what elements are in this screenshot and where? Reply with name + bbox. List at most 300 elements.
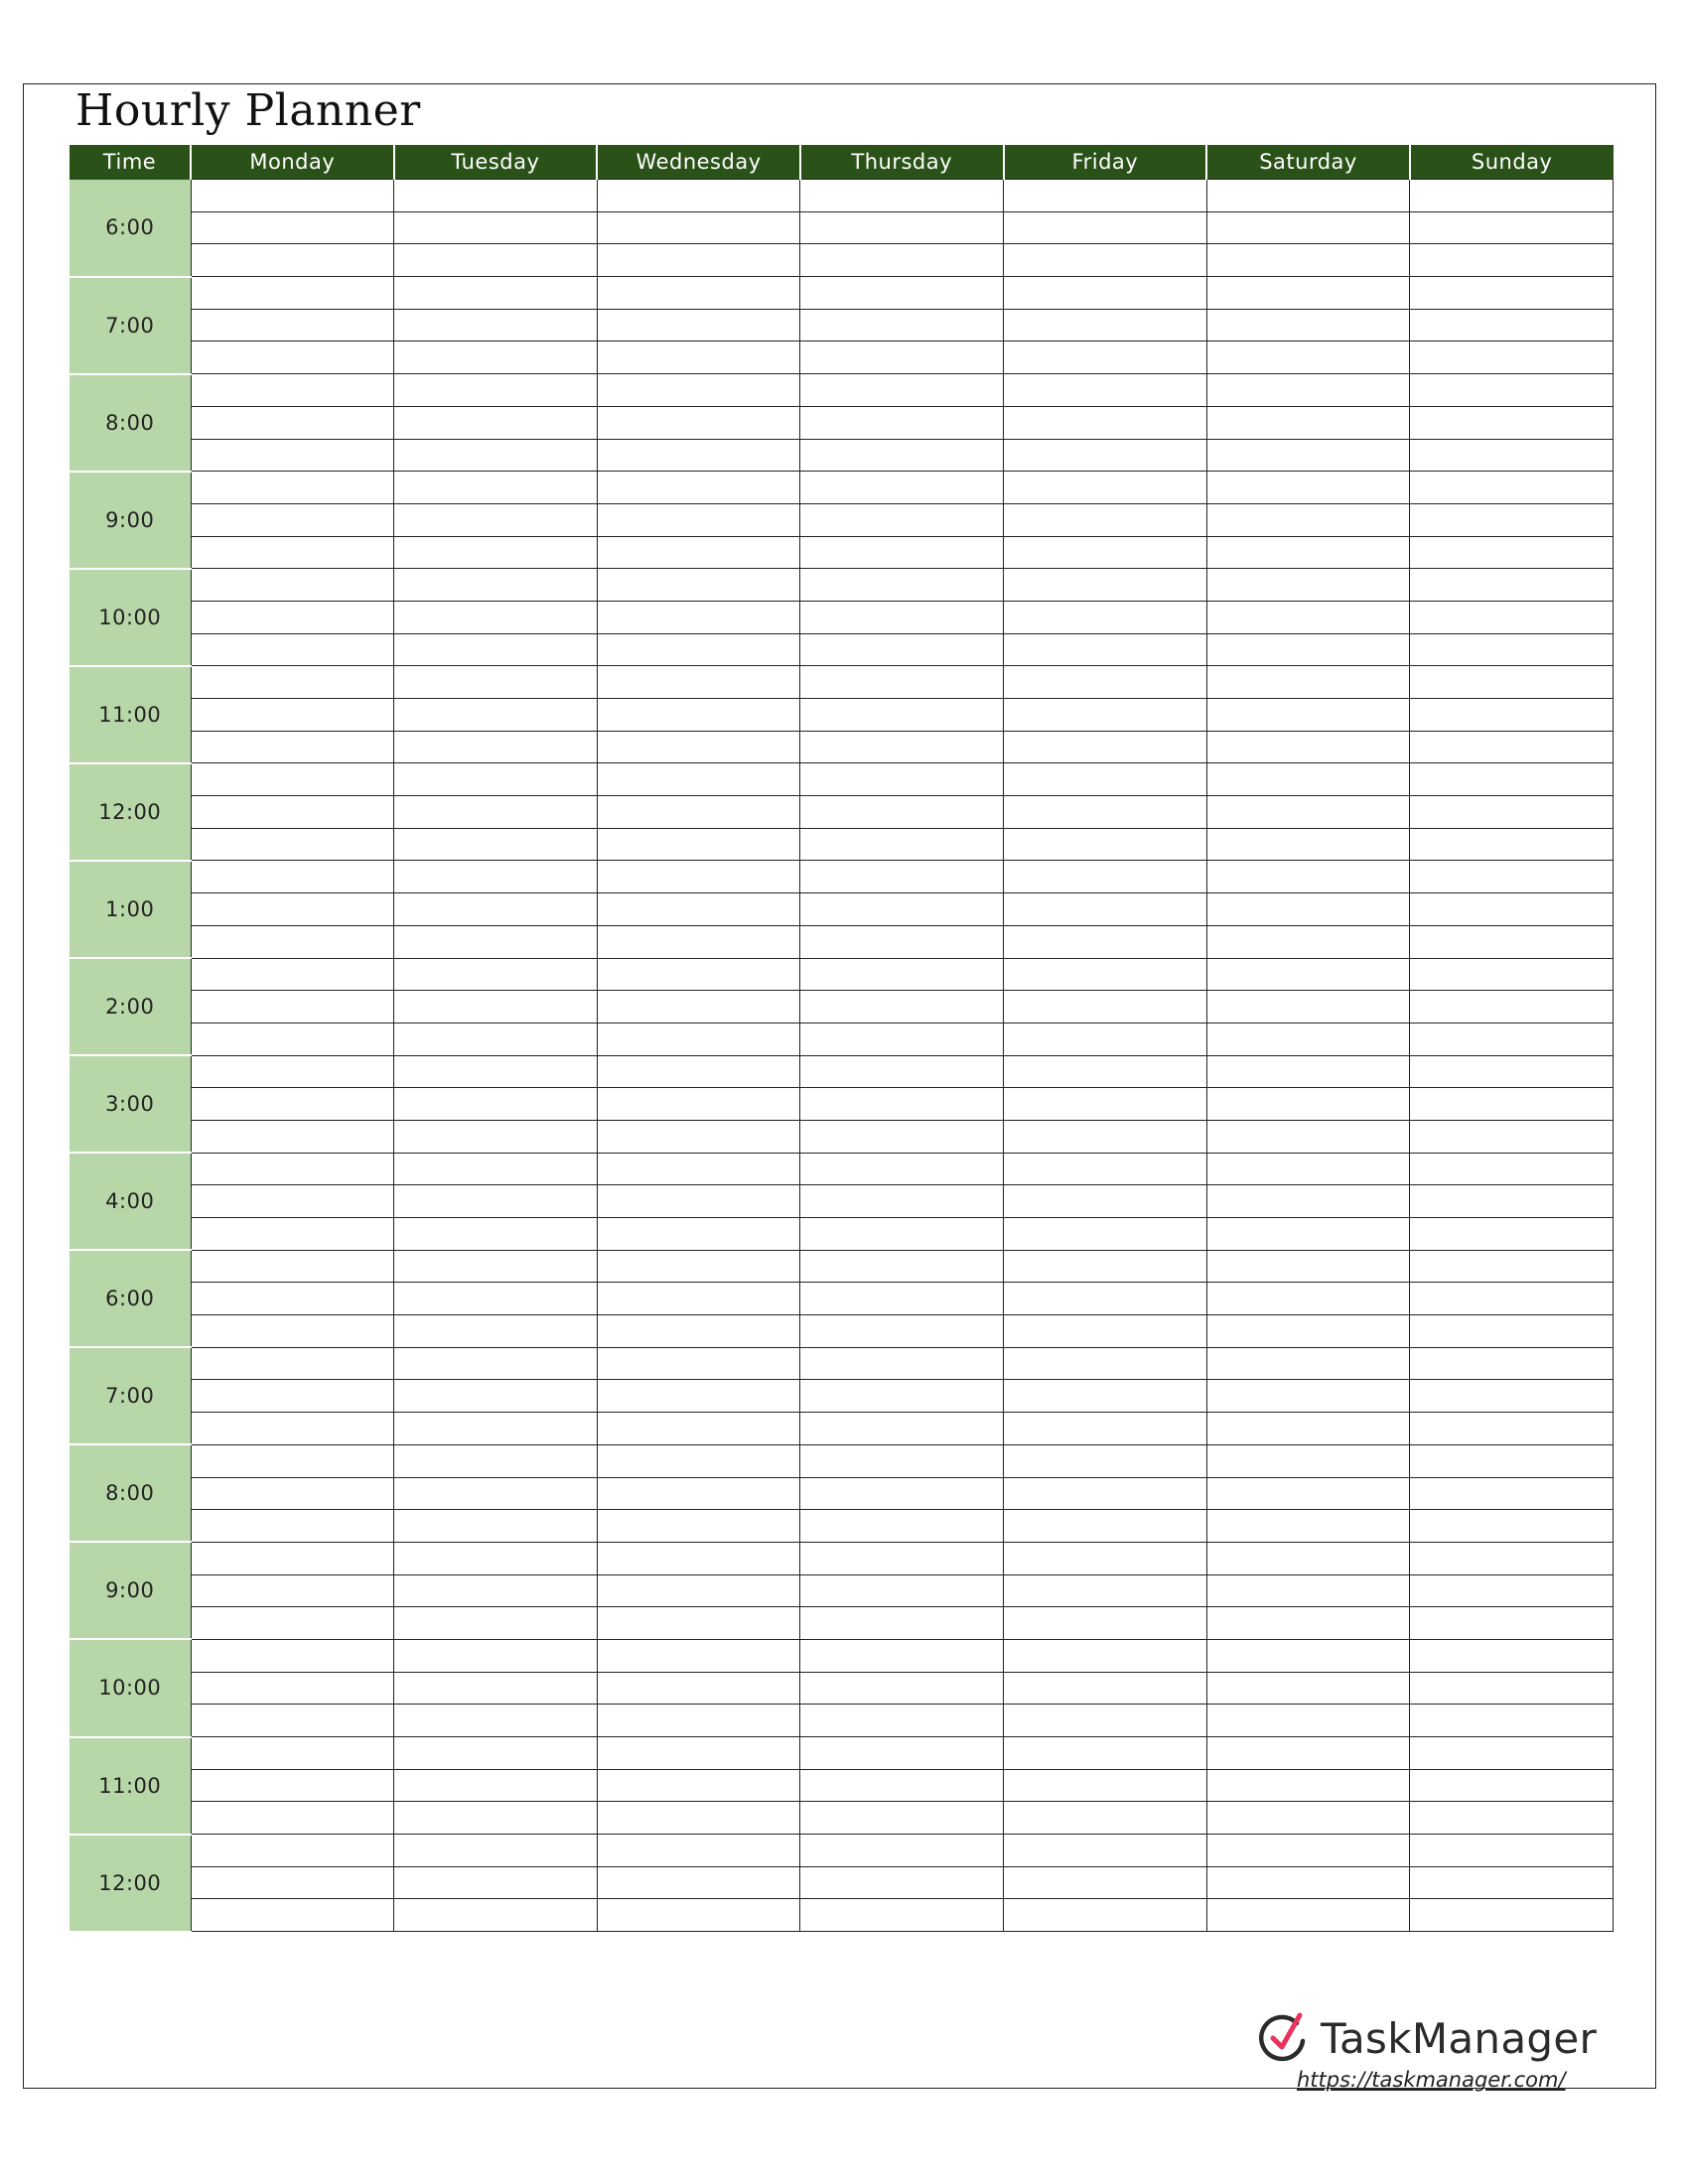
slot-cell-thursday[interactable]: [800, 1023, 1004, 1055]
slot-cell-monday[interactable]: [191, 893, 394, 926]
slot-cell-thursday[interactable]: [800, 861, 1004, 893]
slot-cell-saturday[interactable]: [1206, 1283, 1410, 1315]
slot-cell-monday[interactable]: [191, 1315, 394, 1348]
slot-cell-tuesday[interactable]: [394, 1185, 598, 1218]
slot-cell-friday[interactable]: [1004, 244, 1207, 277]
slot-cell-saturday[interactable]: [1206, 277, 1410, 310]
slot-cell-saturday[interactable]: [1206, 1769, 1410, 1802]
slot-cell-sunday[interactable]: [1410, 244, 1614, 277]
slot-cell-tuesday[interactable]: [394, 861, 598, 893]
slot-cell-saturday[interactable]: [1206, 1120, 1410, 1153]
slot-cell-saturday[interactable]: [1206, 601, 1410, 633]
slot-cell-wednesday[interactable]: [597, 1218, 800, 1251]
slot-cell-tuesday[interactable]: [394, 991, 598, 1024]
slot-cell-saturday[interactable]: [1206, 1737, 1410, 1770]
slot-cell-tuesday[interactable]: [394, 763, 598, 796]
slot-cell-wednesday[interactable]: [597, 1899, 800, 1932]
slot-cell-friday[interactable]: [1004, 763, 1207, 796]
slot-cell-wednesday[interactable]: [597, 1737, 800, 1770]
slot-cell-monday[interactable]: [191, 991, 394, 1024]
slot-cell-saturday[interactable]: [1206, 439, 1410, 472]
slot-cell-sunday[interactable]: [1410, 472, 1614, 504]
slot-cell-sunday[interactable]: [1410, 1250, 1614, 1283]
slot-cell-friday[interactable]: [1004, 1510, 1207, 1543]
slot-cell-saturday[interactable]: [1206, 341, 1410, 374]
slot-cell-wednesday[interactable]: [597, 406, 800, 439]
slot-cell-sunday[interactable]: [1410, 958, 1614, 991]
slot-cell-sunday[interactable]: [1410, 601, 1614, 633]
slot-cell-friday[interactable]: [1004, 1444, 1207, 1477]
slot-cell-saturday[interactable]: [1206, 1705, 1410, 1737]
slot-cell-monday[interactable]: [191, 1607, 394, 1640]
slot-cell-thursday[interactable]: [800, 1218, 1004, 1251]
slot-cell-wednesday[interactable]: [597, 309, 800, 341]
slot-cell-tuesday[interactable]: [394, 1218, 598, 1251]
slot-cell-monday[interactable]: [191, 1574, 394, 1607]
slot-cell-monday[interactable]: [191, 536, 394, 569]
slot-cell-friday[interactable]: [1004, 1250, 1207, 1283]
slot-cell-sunday[interactable]: [1410, 699, 1614, 732]
slot-cell-thursday[interactable]: [800, 472, 1004, 504]
slot-cell-friday[interactable]: [1004, 601, 1207, 633]
slot-cell-thursday[interactable]: [800, 991, 1004, 1024]
slot-cell-thursday[interactable]: [800, 1347, 1004, 1380]
slot-cell-tuesday[interactable]: [394, 828, 598, 861]
slot-cell-wednesday[interactable]: [597, 1347, 800, 1380]
slot-cell-monday[interactable]: [191, 1250, 394, 1283]
slot-cell-tuesday[interactable]: [394, 1899, 598, 1932]
slot-cell-thursday[interactable]: [800, 1866, 1004, 1899]
slot-cell-wednesday[interactable]: [597, 666, 800, 699]
slot-cell-wednesday[interactable]: [597, 1120, 800, 1153]
slot-cell-thursday[interactable]: [800, 1250, 1004, 1283]
slot-cell-thursday[interactable]: [800, 1705, 1004, 1737]
slot-cell-sunday[interactable]: [1410, 1639, 1614, 1672]
slot-cell-wednesday[interactable]: [597, 633, 800, 666]
slot-cell-wednesday[interactable]: [597, 1866, 800, 1899]
slot-cell-wednesday[interactable]: [597, 958, 800, 991]
slot-cell-monday[interactable]: [191, 796, 394, 829]
slot-cell-thursday[interactable]: [800, 406, 1004, 439]
slot-cell-monday[interactable]: [191, 1705, 394, 1737]
slot-cell-monday[interactable]: [191, 1672, 394, 1705]
slot-cell-wednesday[interactable]: [597, 1477, 800, 1510]
slot-cell-saturday[interactable]: [1206, 861, 1410, 893]
slot-cell-wednesday[interactable]: [597, 1250, 800, 1283]
slot-cell-tuesday[interactable]: [394, 374, 598, 407]
slot-cell-wednesday[interactable]: [597, 374, 800, 407]
slot-cell-tuesday[interactable]: [394, 1639, 598, 1672]
slot-cell-sunday[interactable]: [1410, 1899, 1614, 1932]
slot-cell-monday[interactable]: [191, 1055, 394, 1088]
slot-cell-saturday[interactable]: [1206, 763, 1410, 796]
slot-cell-saturday[interactable]: [1206, 796, 1410, 829]
slot-cell-wednesday[interactable]: [597, 1023, 800, 1055]
slot-cell-saturday[interactable]: [1206, 536, 1410, 569]
slot-cell-tuesday[interactable]: [394, 1055, 598, 1088]
slot-cell-friday[interactable]: [1004, 861, 1207, 893]
slot-cell-friday[interactable]: [1004, 1574, 1207, 1607]
slot-cell-friday[interactable]: [1004, 633, 1207, 666]
slot-cell-thursday[interactable]: [800, 244, 1004, 277]
slot-cell-sunday[interactable]: [1410, 1802, 1614, 1835]
slot-cell-saturday[interactable]: [1206, 1835, 1410, 1867]
slot-cell-tuesday[interactable]: [394, 1153, 598, 1185]
slot-cell-monday[interactable]: [191, 731, 394, 763]
slot-cell-wednesday[interactable]: [597, 1380, 800, 1413]
slot-cell-thursday[interactable]: [800, 1802, 1004, 1835]
slot-cell-monday[interactable]: [191, 406, 394, 439]
slot-cell-tuesday[interactable]: [394, 1477, 598, 1510]
slot-cell-friday[interactable]: [1004, 1347, 1207, 1380]
slot-cell-thursday[interactable]: [800, 503, 1004, 536]
slot-cell-tuesday[interactable]: [394, 1672, 598, 1705]
slot-cell-tuesday[interactable]: [394, 211, 598, 244]
slot-cell-tuesday[interactable]: [394, 503, 598, 536]
slot-cell-monday[interactable]: [191, 472, 394, 504]
slot-cell-monday[interactable]: [191, 1413, 394, 1445]
slot-cell-wednesday[interactable]: [597, 341, 800, 374]
slot-cell-wednesday[interactable]: [597, 731, 800, 763]
slot-cell-sunday[interactable]: [1410, 1380, 1614, 1413]
slot-cell-friday[interactable]: [1004, 666, 1207, 699]
slot-cell-thursday[interactable]: [800, 1283, 1004, 1315]
slot-cell-friday[interactable]: [1004, 1185, 1207, 1218]
slot-cell-tuesday[interactable]: [394, 1413, 598, 1445]
slot-cell-thursday[interactable]: [800, 439, 1004, 472]
slot-cell-wednesday[interactable]: [597, 1574, 800, 1607]
slot-cell-sunday[interactable]: [1410, 1510, 1614, 1543]
slot-cell-sunday[interactable]: [1410, 1088, 1614, 1121]
slot-cell-sunday[interactable]: [1410, 503, 1614, 536]
slot-cell-thursday[interactable]: [800, 1542, 1004, 1574]
slot-cell-tuesday[interactable]: [394, 1120, 598, 1153]
slot-cell-monday[interactable]: [191, 1477, 394, 1510]
slot-cell-saturday[interactable]: [1206, 1607, 1410, 1640]
slot-cell-thursday[interactable]: [800, 341, 1004, 374]
slot-cell-tuesday[interactable]: [394, 406, 598, 439]
slot-cell-saturday[interactable]: [1206, 666, 1410, 699]
slot-cell-friday[interactable]: [1004, 1055, 1207, 1088]
slot-cell-thursday[interactable]: [800, 1510, 1004, 1543]
slot-cell-tuesday[interactable]: [394, 731, 598, 763]
slot-cell-saturday[interactable]: [1206, 1153, 1410, 1185]
slot-cell-wednesday[interactable]: [597, 503, 800, 536]
slot-cell-monday[interactable]: [191, 341, 394, 374]
slot-cell-thursday[interactable]: [800, 1672, 1004, 1705]
slot-cell-tuesday[interactable]: [394, 341, 598, 374]
slot-cell-saturday[interactable]: [1206, 309, 1410, 341]
slot-cell-wednesday[interactable]: [597, 244, 800, 277]
slot-cell-monday[interactable]: [191, 1218, 394, 1251]
slot-cell-monday[interactable]: [191, 309, 394, 341]
slot-cell-sunday[interactable]: [1410, 1866, 1614, 1899]
slot-cell-thursday[interactable]: [800, 1444, 1004, 1477]
slot-cell-friday[interactable]: [1004, 1283, 1207, 1315]
slot-cell-friday[interactable]: [1004, 1672, 1207, 1705]
slot-cell-wednesday[interactable]: [597, 536, 800, 569]
slot-cell-saturday[interactable]: [1206, 699, 1410, 732]
slot-cell-friday[interactable]: [1004, 1380, 1207, 1413]
slot-cell-sunday[interactable]: [1410, 633, 1614, 666]
slot-cell-tuesday[interactable]: [394, 1737, 598, 1770]
slot-cell-sunday[interactable]: [1410, 1737, 1614, 1770]
slot-cell-friday[interactable]: [1004, 277, 1207, 310]
slot-cell-tuesday[interactable]: [394, 309, 598, 341]
slot-cell-sunday[interactable]: [1410, 1347, 1614, 1380]
brand-url-link[interactable]: https://taskmanager.com/: [1297, 2068, 1566, 2092]
slot-cell-sunday[interactable]: [1410, 406, 1614, 439]
slot-cell-friday[interactable]: [1004, 796, 1207, 829]
slot-cell-saturday[interactable]: [1206, 1023, 1410, 1055]
slot-cell-saturday[interactable]: [1206, 1639, 1410, 1672]
slot-cell-friday[interactable]: [1004, 503, 1207, 536]
slot-cell-friday[interactable]: [1004, 1120, 1207, 1153]
slot-cell-friday[interactable]: [1004, 991, 1207, 1024]
slot-cell-friday[interactable]: [1004, 1802, 1207, 1835]
slot-cell-saturday[interactable]: [1206, 569, 1410, 602]
slot-cell-tuesday[interactable]: [394, 472, 598, 504]
slot-cell-saturday[interactable]: [1206, 925, 1410, 958]
slot-cell-wednesday[interactable]: [597, 1055, 800, 1088]
slot-cell-saturday[interactable]: [1206, 1250, 1410, 1283]
slot-cell-thursday[interactable]: [800, 1185, 1004, 1218]
slot-cell-monday[interactable]: [191, 244, 394, 277]
slot-cell-wednesday[interactable]: [597, 796, 800, 829]
slot-cell-sunday[interactable]: [1410, 991, 1614, 1024]
slot-cell-wednesday[interactable]: [597, 1542, 800, 1574]
slot-cell-wednesday[interactable]: [597, 1510, 800, 1543]
slot-cell-thursday[interactable]: [800, 1607, 1004, 1640]
slot-cell-monday[interactable]: [191, 601, 394, 633]
slot-cell-tuesday[interactable]: [394, 1250, 598, 1283]
slot-cell-thursday[interactable]: [800, 536, 1004, 569]
slot-cell-saturday[interactable]: [1206, 1347, 1410, 1380]
slot-cell-sunday[interactable]: [1410, 536, 1614, 569]
slot-cell-thursday[interactable]: [800, 309, 1004, 341]
slot-cell-tuesday[interactable]: [394, 893, 598, 926]
slot-cell-sunday[interactable]: [1410, 796, 1614, 829]
slot-cell-sunday[interactable]: [1410, 180, 1614, 212]
slot-cell-sunday[interactable]: [1410, 1607, 1614, 1640]
slot-cell-monday[interactable]: [191, 1866, 394, 1899]
slot-cell-monday[interactable]: [191, 828, 394, 861]
slot-cell-monday[interactable]: [191, 763, 394, 796]
slot-cell-tuesday[interactable]: [394, 1023, 598, 1055]
slot-cell-monday[interactable]: [191, 1185, 394, 1218]
slot-cell-sunday[interactable]: [1410, 309, 1614, 341]
slot-cell-thursday[interactable]: [800, 277, 1004, 310]
slot-cell-sunday[interactable]: [1410, 1705, 1614, 1737]
slot-cell-thursday[interactable]: [800, 1899, 1004, 1932]
slot-cell-friday[interactable]: [1004, 1153, 1207, 1185]
slot-cell-sunday[interactable]: [1410, 1218, 1614, 1251]
slot-cell-friday[interactable]: [1004, 1639, 1207, 1672]
slot-cell-friday[interactable]: [1004, 536, 1207, 569]
slot-cell-saturday[interactable]: [1206, 406, 1410, 439]
slot-cell-thursday[interactable]: [800, 569, 1004, 602]
slot-cell-friday[interactable]: [1004, 1315, 1207, 1348]
slot-cell-tuesday[interactable]: [394, 180, 598, 212]
slot-cell-monday[interactable]: [191, 861, 394, 893]
slot-cell-saturday[interactable]: [1206, 503, 1410, 536]
slot-cell-saturday[interactable]: [1206, 1574, 1410, 1607]
slot-cell-tuesday[interactable]: [394, 569, 598, 602]
slot-cell-saturday[interactable]: [1206, 374, 1410, 407]
slot-cell-saturday[interactable]: [1206, 211, 1410, 244]
slot-cell-monday[interactable]: [191, 1444, 394, 1477]
slot-cell-wednesday[interactable]: [597, 472, 800, 504]
slot-cell-sunday[interactable]: [1410, 1413, 1614, 1445]
slot-cell-sunday[interactable]: [1410, 666, 1614, 699]
slot-cell-thursday[interactable]: [800, 893, 1004, 926]
slot-cell-thursday[interactable]: [800, 1088, 1004, 1121]
slot-cell-monday[interactable]: [191, 374, 394, 407]
slot-cell-tuesday[interactable]: [394, 1444, 598, 1477]
slot-cell-wednesday[interactable]: [597, 1315, 800, 1348]
slot-cell-tuesday[interactable]: [394, 1705, 598, 1737]
slot-cell-monday[interactable]: [191, 439, 394, 472]
slot-cell-sunday[interactable]: [1410, 731, 1614, 763]
slot-cell-monday[interactable]: [191, 1769, 394, 1802]
slot-cell-monday[interactable]: [191, 1899, 394, 1932]
slot-cell-friday[interactable]: [1004, 1705, 1207, 1737]
slot-cell-sunday[interactable]: [1410, 763, 1614, 796]
slot-cell-friday[interactable]: [1004, 1413, 1207, 1445]
slot-cell-saturday[interactable]: [1206, 1055, 1410, 1088]
slot-cell-sunday[interactable]: [1410, 1542, 1614, 1574]
slot-cell-tuesday[interactable]: [394, 1380, 598, 1413]
slot-cell-sunday[interactable]: [1410, 439, 1614, 472]
slot-cell-saturday[interactable]: [1206, 1088, 1410, 1121]
slot-cell-tuesday[interactable]: [394, 666, 598, 699]
slot-cell-thursday[interactable]: [800, 1477, 1004, 1510]
slot-cell-tuesday[interactable]: [394, 601, 598, 633]
slot-cell-tuesday[interactable]: [394, 796, 598, 829]
slot-cell-saturday[interactable]: [1206, 893, 1410, 926]
slot-cell-wednesday[interactable]: [597, 925, 800, 958]
slot-cell-thursday[interactable]: [800, 699, 1004, 732]
slot-cell-sunday[interactable]: [1410, 211, 1614, 244]
slot-cell-saturday[interactable]: [1206, 633, 1410, 666]
slot-cell-monday[interactable]: [191, 1088, 394, 1121]
slot-cell-sunday[interactable]: [1410, 893, 1614, 926]
slot-cell-monday[interactable]: [191, 1639, 394, 1672]
slot-cell-tuesday[interactable]: [394, 958, 598, 991]
slot-cell-sunday[interactable]: [1410, 1477, 1614, 1510]
slot-cell-monday[interactable]: [191, 666, 394, 699]
slot-cell-tuesday[interactable]: [394, 1607, 598, 1640]
slot-cell-tuesday[interactable]: [394, 925, 598, 958]
slot-cell-sunday[interactable]: [1410, 341, 1614, 374]
slot-cell-wednesday[interactable]: [597, 828, 800, 861]
slot-cell-sunday[interactable]: [1410, 1444, 1614, 1477]
slot-cell-thursday[interactable]: [800, 925, 1004, 958]
slot-cell-saturday[interactable]: [1206, 1185, 1410, 1218]
slot-cell-friday[interactable]: [1004, 180, 1207, 212]
slot-cell-tuesday[interactable]: [394, 633, 598, 666]
slot-cell-thursday[interactable]: [800, 1737, 1004, 1770]
slot-cell-sunday[interactable]: [1410, 1055, 1614, 1088]
slot-cell-wednesday[interactable]: [597, 1672, 800, 1705]
slot-cell-thursday[interactable]: [800, 1120, 1004, 1153]
slot-cell-sunday[interactable]: [1410, 1835, 1614, 1867]
slot-cell-thursday[interactable]: [800, 1639, 1004, 1672]
slot-cell-monday[interactable]: [191, 1283, 394, 1315]
slot-cell-saturday[interactable]: [1206, 1542, 1410, 1574]
slot-cell-thursday[interactable]: [800, 796, 1004, 829]
slot-cell-thursday[interactable]: [800, 1055, 1004, 1088]
slot-cell-saturday[interactable]: [1206, 244, 1410, 277]
slot-cell-monday[interactable]: [191, 1802, 394, 1835]
slot-cell-tuesday[interactable]: [394, 1347, 598, 1380]
slot-cell-friday[interactable]: [1004, 472, 1207, 504]
slot-cell-friday[interactable]: [1004, 1088, 1207, 1121]
slot-cell-sunday[interactable]: [1410, 925, 1614, 958]
slot-cell-friday[interactable]: [1004, 1542, 1207, 1574]
slot-cell-tuesday[interactable]: [394, 1574, 598, 1607]
slot-cell-thursday[interactable]: [800, 666, 1004, 699]
slot-cell-friday[interactable]: [1004, 828, 1207, 861]
slot-cell-saturday[interactable]: [1206, 1899, 1410, 1932]
slot-cell-thursday[interactable]: [800, 211, 1004, 244]
slot-cell-monday[interactable]: [191, 1153, 394, 1185]
slot-cell-saturday[interactable]: [1206, 1866, 1410, 1899]
slot-cell-monday[interactable]: [191, 1380, 394, 1413]
slot-cell-thursday[interactable]: [800, 1574, 1004, 1607]
slot-cell-wednesday[interactable]: [597, 211, 800, 244]
slot-cell-tuesday[interactable]: [394, 1835, 598, 1867]
slot-cell-friday[interactable]: [1004, 958, 1207, 991]
slot-cell-tuesday[interactable]: [394, 1088, 598, 1121]
slot-cell-monday[interactable]: [191, 211, 394, 244]
slot-cell-wednesday[interactable]: [597, 763, 800, 796]
slot-cell-thursday[interactable]: [800, 828, 1004, 861]
slot-cell-friday[interactable]: [1004, 341, 1207, 374]
slot-cell-saturday[interactable]: [1206, 991, 1410, 1024]
slot-cell-tuesday[interactable]: [394, 1510, 598, 1543]
slot-cell-thursday[interactable]: [800, 1153, 1004, 1185]
slot-cell-friday[interactable]: [1004, 699, 1207, 732]
slot-cell-saturday[interactable]: [1206, 472, 1410, 504]
slot-cell-monday[interactable]: [191, 1835, 394, 1867]
slot-cell-friday[interactable]: [1004, 1899, 1207, 1932]
slot-cell-saturday[interactable]: [1206, 1380, 1410, 1413]
slot-cell-monday[interactable]: [191, 569, 394, 602]
slot-cell-thursday[interactable]: [800, 1769, 1004, 1802]
slot-cell-tuesday[interactable]: [394, 1802, 598, 1835]
slot-cell-wednesday[interactable]: [597, 569, 800, 602]
slot-cell-sunday[interactable]: [1410, 1023, 1614, 1055]
slot-cell-wednesday[interactable]: [597, 277, 800, 310]
slot-cell-sunday[interactable]: [1410, 374, 1614, 407]
slot-cell-friday[interactable]: [1004, 1607, 1207, 1640]
slot-cell-monday[interactable]: [191, 180, 394, 212]
slot-cell-wednesday[interactable]: [597, 1607, 800, 1640]
slot-cell-tuesday[interactable]: [394, 439, 598, 472]
slot-cell-thursday[interactable]: [800, 958, 1004, 991]
slot-cell-monday[interactable]: [191, 277, 394, 310]
slot-cell-friday[interactable]: [1004, 1218, 1207, 1251]
slot-cell-thursday[interactable]: [800, 1835, 1004, 1867]
slot-cell-wednesday[interactable]: [597, 1185, 800, 1218]
slot-cell-tuesday[interactable]: [394, 1283, 598, 1315]
slot-cell-friday[interactable]: [1004, 406, 1207, 439]
slot-cell-tuesday[interactable]: [394, 536, 598, 569]
slot-cell-wednesday[interactable]: [597, 893, 800, 926]
slot-cell-wednesday[interactable]: [597, 1802, 800, 1835]
slot-cell-saturday[interactable]: [1206, 1444, 1410, 1477]
